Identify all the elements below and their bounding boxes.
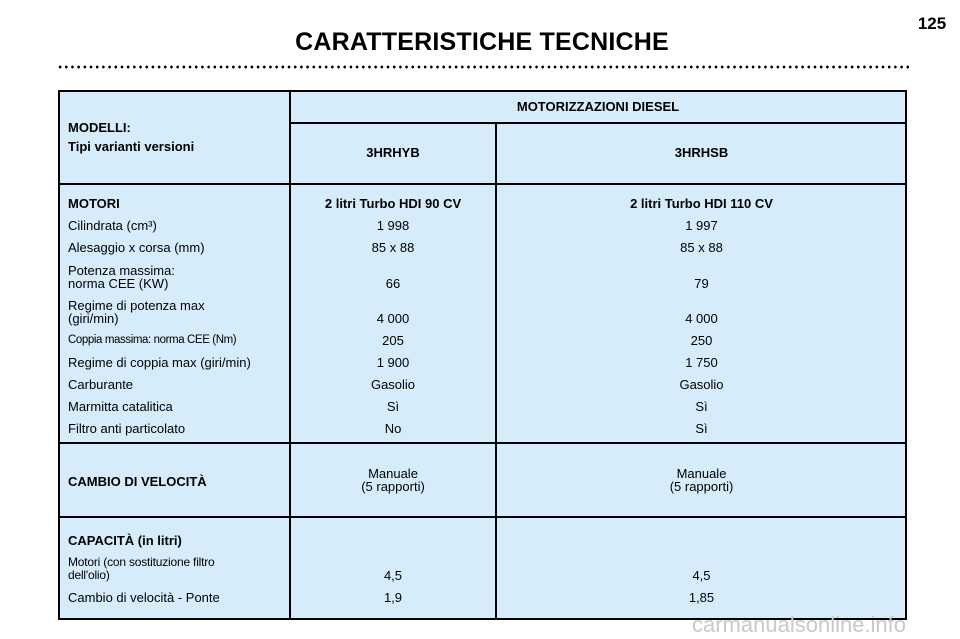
row-value-col2: 4,5: [692, 568, 711, 583]
dotted-divider: [57, 64, 909, 70]
row-value-col2: Sì: [695, 421, 708, 436]
cambio-col1-line1: Manuale: [368, 466, 418, 481]
row-value-col2: 4 000: [685, 311, 718, 326]
table-divider-h-header: [289, 122, 905, 124]
group-label: MOTORIZZAZIONI DIESEL: [516, 99, 680, 114]
cambio-col2-line2: (5 rapporti): [669, 479, 734, 494]
row-value-col1: 205: [382, 333, 404, 348]
col2-engine-name: 2 litri Turbo HDI 110 CV: [630, 196, 773, 211]
watermark: carmanualsonline.info: [692, 612, 907, 637]
row-value-col2: 1,85: [688, 590, 715, 605]
row-value-col2: Gasolio: [679, 377, 724, 392]
page-number: 125: [917, 14, 947, 33]
row-label: Cilindrata (cm³): [68, 218, 157, 233]
row-value-col2: 1 750: [685, 355, 718, 370]
row-label: Potenza massima:: [68, 263, 175, 278]
row-value-col2: 79: [694, 276, 709, 291]
col2-code: 3HRHSB: [674, 145, 729, 160]
table-divider-h-motori: [60, 183, 905, 185]
row-value-col1: 1,9: [383, 590, 403, 605]
cambio-section-label: CAMBIO DI VELOCITÀ: [68, 474, 207, 489]
row-label: Regime di coppia max (giri/min): [68, 355, 251, 370]
row-label: Filtro anti particolato: [68, 421, 186, 436]
row-label: Marmitta catalitica: [68, 399, 173, 414]
row-label-line2: norma CEE (KW): [68, 276, 169, 291]
capacita-section-label: CAPACITÀ (in litri): [68, 533, 182, 548]
row-value-col1: 1 900: [376, 355, 410, 370]
cambio-col2-line1: Manuale: [676, 466, 727, 481]
row-value-col2: Sì: [695, 399, 708, 414]
table-divider-h-capacita: [60, 516, 905, 518]
row-label-line2: (giri/min): [68, 311, 119, 326]
row-label: Cambio di velocità - Ponte: [68, 590, 220, 605]
row-label-line2: dell'olio): [68, 568, 110, 582]
row-value-col2: 250: [690, 333, 713, 348]
row-value-col1: 4,5: [383, 568, 403, 583]
col1-code: 3HRHYB: [366, 145, 420, 160]
row-label: Carburante: [68, 377, 134, 392]
row-value-col1: No: [384, 421, 402, 436]
row-label: Regime di potenza max: [68, 298, 205, 313]
spec-table: [58, 90, 907, 620]
page-title: CARATTERISTICHE TECNICHE: [295, 28, 669, 56]
row-value-col1: Sì: [386, 399, 400, 414]
row-value-col2: 85 x 88: [680, 240, 723, 255]
row-label: Motori (con sostituzione filtro: [68, 555, 215, 569]
row-value-col2: 1 997: [685, 218, 718, 233]
row-value-col1: 4 000: [376, 311, 410, 326]
cambio-col1-line2: (5 rapporti): [361, 479, 425, 494]
motori-section-label: MOTORI: [68, 196, 120, 211]
row-value-col1: Gasolio: [370, 377, 416, 392]
row-value-col1: 66: [385, 276, 401, 291]
row-value-col1: 1 998: [376, 218, 410, 233]
col1-engine-name: 2 litri Turbo HDI 90 CV: [324, 196, 462, 211]
row-value-col1: 85 x 88: [371, 240, 415, 255]
variants-label: Tipi varianti versioni: [68, 139, 195, 154]
models-label: MODELLI:: [68, 120, 131, 135]
row-label: Alesaggio x corsa (mm): [68, 240, 205, 255]
row-label: Coppia massima: norma CEE (Nm): [68, 334, 237, 346]
table-divider-h-cambio: [60, 442, 905, 444]
